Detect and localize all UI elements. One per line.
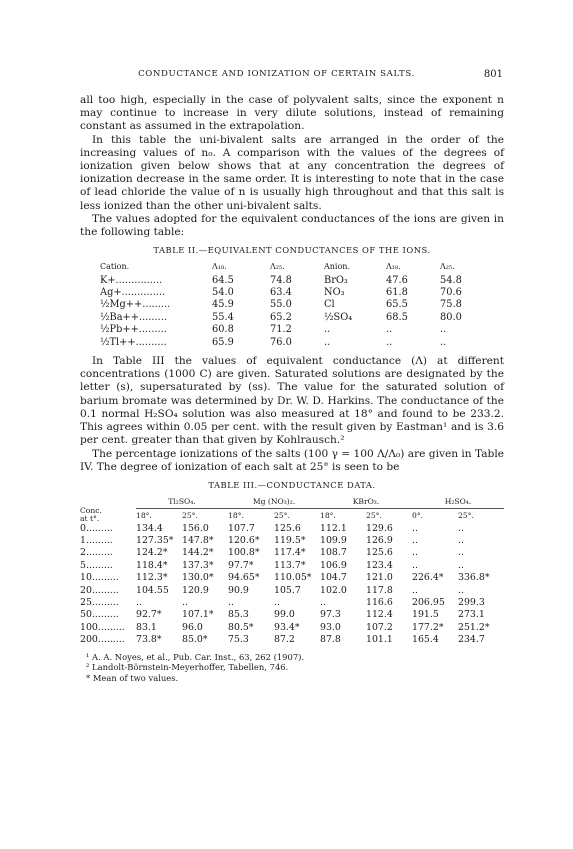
table-cell: 121.0 [366, 572, 393, 584]
table2-row [100, 299, 484, 311]
row-label-cell: 10......... [80, 572, 119, 584]
table-cell: 105.7 [274, 584, 301, 596]
table-cell: 129.6 [366, 522, 393, 534]
table-cell: 90.9 [228, 584, 249, 596]
table-cell: .. [386, 324, 393, 336]
table-cell: 177.2* [412, 621, 444, 633]
row-label-cell: 50......... [80, 609, 119, 621]
table-cell: 104.55 [136, 584, 169, 596]
table-cell: 110.05* [274, 572, 312, 584]
table-cell: 65.5 [386, 299, 408, 311]
page-number: 801 [483, 69, 503, 80]
table-cell: 116.6 [366, 596, 393, 608]
table-cell: 47.6 [386, 274, 408, 286]
table-cell: 93.4* [274, 621, 300, 633]
row-label-cell: 25......... [80, 596, 119, 608]
table3-row [80, 622, 504, 634]
table-cell: 92.7* [136, 609, 162, 621]
row-label-cell: 200......... [80, 634, 125, 646]
table3-temp: 18°. [136, 511, 152, 521]
table3-row [80, 609, 504, 621]
table3-row [80, 634, 504, 646]
table-cell: 273.1 [458, 609, 485, 621]
table3-temp: 25°. [274, 511, 290, 521]
table-cell: 112.1 [320, 522, 347, 534]
table-cell: 251.2* [458, 621, 490, 633]
table-cell: 234.7 [458, 634, 485, 646]
table-cell: 60.8 [212, 324, 234, 336]
table-cell: 55.4 [212, 311, 234, 323]
table-cell: 75.8 [440, 299, 462, 311]
table-cell: .. [458, 534, 464, 546]
table3-temp: 25°. [182, 511, 198, 521]
table-cell: .. [458, 559, 464, 571]
table-cell: 117.8 [366, 584, 393, 596]
table2-row [100, 287, 484, 299]
table-cell: 299.3 [458, 596, 485, 608]
table-cell: 113.7* [274, 559, 306, 571]
table3-row [80, 547, 504, 559]
table-cell: 64.5 [212, 274, 234, 286]
table3-conc-label-1: Conc. [80, 505, 102, 515]
table3-group-kbro3: KBrO₃. [320, 495, 412, 509]
table-cell: .. [182, 596, 188, 608]
table-cell: 127.35* [136, 534, 174, 546]
table-cell: 206.95 [412, 596, 445, 608]
table2-row [100, 312, 484, 324]
row-label-cell: 100......... [80, 621, 125, 633]
table3-group-h2so4: H₂SO₄. [412, 495, 504, 509]
table3-temp: 18°. [320, 511, 336, 521]
row-label-cell: ½Ba++......... [100, 311, 167, 323]
table2-header-l18: Λ₁₈. [212, 262, 227, 272]
table-cell: .. [228, 596, 234, 608]
table-cell: 137.3* [182, 559, 214, 571]
table-cell: 101.1 [366, 634, 393, 646]
table-cell: 45.9 [212, 299, 234, 311]
table2-header-l25-anion: Λ₂₅. [440, 262, 455, 272]
table-cell: 125.6 [366, 547, 393, 559]
body-text [80, 94, 504, 683]
table-cell: BrO₃ [324, 274, 348, 286]
table-cell: 123.4 [366, 559, 393, 571]
paragraph-5: The percentage ionizations of the salts (100 γ = 100 Λ/Λ₀) are given in Table IV. The degree of ionization of each salt at 25° is seen to be [80, 447, 504, 473]
paragraph-4: In Table III the values of equivalent conductance (Λ) at different concentrations (1000 C) are given. Saturated solutions are designated by the letter (s), supersaturated by (ss). The value for the saturated solution of barium bromate was determined by Dr. W. D. Harkins. The conductance of the 0.1 normal H₂SO₄ solution was also measured at 18° and found to be 233.2. This agrees within 0.05 per cent. with the result given by Eastman¹ and is 3.6 per cent. greater than that given by Kohlrausch.² [80, 355, 504, 447]
row-label-cell: ½Tl++.......... [100, 336, 167, 348]
table-cell: .. [458, 522, 464, 534]
table-cell: 73.8* [136, 634, 162, 646]
table-cell: 85.0* [182, 634, 208, 646]
table3-group-tl2so4: Tl₂SO₄. [136, 495, 228, 509]
table3-temp-row [80, 509, 504, 523]
table3-row [80, 572, 504, 584]
table-cell: .. [412, 534, 418, 546]
table-cell: .. [136, 596, 142, 608]
row-label-cell: 20......... [80, 584, 119, 596]
table-cell: 109.9 [320, 534, 347, 546]
table2-row [100, 324, 484, 336]
paragraph-3: The values adopted for the equivalent conductances of the ions are given in the following table: [80, 212, 504, 239]
running-title: CONDUCTANCE AND IONIZATION OF CERTAIN SALTS. [138, 69, 415, 79]
table-cell: 96.0 [182, 621, 203, 633]
footnote-1: ¹ A. A. Noyes, et al., Pub. Car. Inst., 63, 262 (1907). [86, 651, 305, 662]
row-label-cell: 2......... [80, 547, 113, 559]
table-cell: 226.4* [412, 572, 444, 584]
table-cell: 99.0 [274, 609, 295, 621]
table-cell: .. [440, 336, 447, 348]
table-cell: 61.8 [386, 287, 408, 299]
table3-row [80, 535, 504, 547]
table3-conc-label-2: at t°. [80, 513, 100, 523]
table-cell: 107.1* [182, 609, 214, 621]
table-cell: 191.5 [412, 609, 439, 621]
table2-ion-conductances [100, 260, 484, 349]
table2-caption: TABLE II.—EQUIVALENT CONDUCTANCES OF THE IONS. [153, 245, 431, 256]
table-cell: 120.9 [182, 584, 209, 596]
table-cell: .. [320, 596, 326, 608]
table2-body [100, 275, 484, 349]
table3-temp: 18°. [228, 511, 244, 521]
row-label-cell: 0......... [80, 522, 113, 534]
table-cell: 106.9 [320, 559, 347, 571]
table-cell: 118.4* [136, 559, 168, 571]
row-label-cell: 5......... [80, 559, 113, 571]
table-cell: 94.65* [228, 572, 260, 584]
table-cell: ½SO₄ [324, 311, 353, 323]
table-cell: 124.2* [136, 547, 168, 559]
row-label-cell: Ag+.............. [100, 287, 166, 299]
table-cell: .. [412, 584, 418, 596]
table-cell: 130.0* [182, 572, 214, 584]
table-cell: .. [458, 547, 464, 559]
table-cell: .. [274, 596, 280, 608]
table-cell: 63.4 [270, 287, 292, 299]
table3-row [80, 523, 504, 535]
table-cell: 80.0 [440, 311, 462, 323]
table-cell: 126.9 [366, 534, 393, 546]
table2-header-l25: Λ₂₅. [270, 262, 285, 272]
table-cell: 107.2 [366, 621, 393, 633]
table-cell: NO₃ [324, 287, 345, 299]
table-cell: .. [324, 336, 331, 348]
table-cell: 93.0 [320, 621, 341, 633]
table-cell: 75.3 [228, 634, 249, 646]
table-cell: 55.0 [270, 299, 292, 311]
table-cell: .. [458, 584, 464, 596]
footnotes [80, 652, 504, 684]
table3-row [80, 585, 504, 597]
table3-row [80, 597, 504, 609]
table-cell: 87.2 [274, 634, 295, 646]
table-cell: 165.4 [412, 634, 439, 646]
table-cell: 68.5 [386, 311, 408, 323]
table-cell: 112.3* [136, 572, 168, 584]
table3-caption: TABLE III.—CONDUCTANCE DATA. [208, 479, 376, 490]
table-cell: 83.1 [136, 621, 157, 633]
table-cell: .. [440, 324, 447, 336]
table3-conductance-data [80, 495, 504, 646]
table-cell: 336.8* [458, 572, 490, 584]
table-cell: Cl [324, 299, 335, 311]
paragraph-1: all too high, especially in the case of polyvalent salts, since the exponent n may continue to increase in very dilute solutions, instead of remaining constant as assumed in the extrapolation. [80, 94, 504, 133]
table2-header-row [100, 260, 484, 274]
table-cell: 156.0 [182, 522, 209, 534]
table2-header-cation: Cation. [100, 262, 130, 272]
row-label-cell: ½Pb++......... [100, 324, 167, 336]
table3-body [80, 523, 504, 647]
table-cell: 54.8 [440, 274, 462, 286]
footnote-2: ² Landolt-Börnstein-Meyerhoffer, Tabellen, 746. [86, 662, 289, 673]
table-cell: 97.7* [228, 559, 254, 571]
table-cell: 71.2 [270, 324, 292, 336]
table2-header-l18-anion: Λ₁₈. [386, 262, 401, 272]
table-cell: 74.8 [270, 274, 292, 286]
table-cell: 76.0 [270, 336, 292, 348]
table-cell: .. [412, 547, 418, 559]
table-cell: 120.6* [228, 534, 260, 546]
table-cell: 119.5* [274, 534, 306, 546]
table-cell: 107.7 [228, 522, 255, 534]
table-cell: 117.4* [274, 547, 306, 559]
row-label-cell: 1......... [80, 534, 113, 546]
paragraph-2: In this table the uni-bivalent salts are arranged in the order of the increasing values of n₀. A comparison with the values of the degrees of ionization given below shows that at any concentration the degrees of ionization decrease in the same order. It is interesting to note that in the case of lead chloride the value of n is usually high throughout and that this salt is less ionized than the other uni-bivalent salts. [80, 133, 504, 212]
table3-temp: 0°. [412, 511, 424, 521]
table2-row [100, 275, 484, 287]
table-cell: .. [386, 336, 393, 348]
table-cell: 80.5* [228, 621, 254, 633]
footnote-3: * Mean of two values. [86, 672, 179, 683]
table-cell: 97.3 [320, 609, 341, 621]
table3-temp: 25°. [458, 511, 474, 521]
table-cell: 85.3 [228, 609, 249, 621]
table-cell: 102.0 [320, 584, 347, 596]
table-cell: 65.2 [270, 311, 292, 323]
table3-temp: 25°. [366, 511, 382, 521]
table-cell: 112.4 [366, 609, 393, 621]
table-cell: 125.6 [274, 522, 301, 534]
table-cell: .. [412, 522, 418, 534]
table-cell: .. [324, 324, 331, 336]
table3-row [80, 560, 504, 572]
table-cell: 54.0 [212, 287, 234, 299]
row-label-cell: ½Mg++......... [100, 299, 171, 311]
table3-group-row [80, 495, 504, 509]
table-cell: 134.4 [136, 522, 163, 534]
table-cell: 87.8 [320, 634, 341, 646]
table-cell: 104.7 [320, 572, 347, 584]
table2-header-anion: Anion. [324, 262, 350, 272]
table-cell: 100.8* [228, 547, 260, 559]
table3-conc-header [80, 495, 136, 522]
table-cell: .. [412, 559, 418, 571]
table-cell: 147.8* [182, 534, 214, 546]
table3-group-mgno3: Mg (NO₃)₂. [228, 495, 320, 509]
table-cell: 108.7 [320, 547, 347, 559]
row-label-cell: K+............... [100, 274, 163, 286]
table-cell: 65.9 [212, 336, 234, 348]
table-cell: 70.6 [440, 287, 462, 299]
table2-row [100, 337, 484, 349]
table-cell: 144.2* [182, 547, 214, 559]
